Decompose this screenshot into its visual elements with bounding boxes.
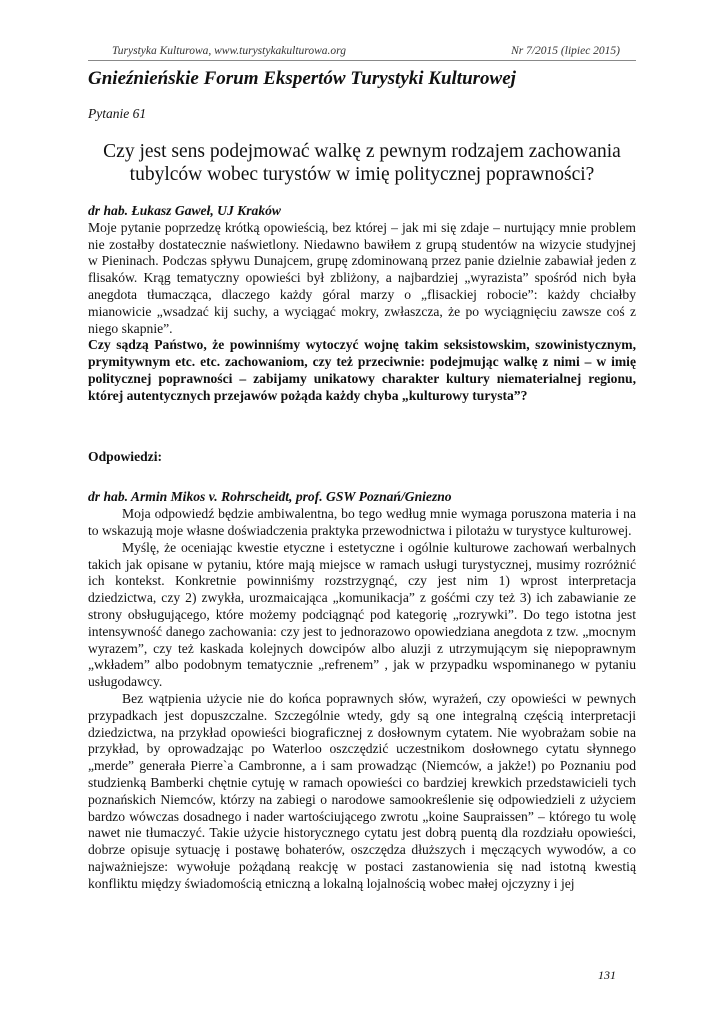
intro-author: dr hab. Łukasz Gaweł, UJ Kraków	[88, 203, 281, 218]
header-journal: Turystyka Kulturowa, www.turystykakulturowa.org	[112, 45, 346, 57]
running-header	[112, 45, 620, 57]
answer-author: dr hab. Armin Mikos v. Rohrscheidt, prof. GSW Poznań/Gniezno	[88, 489, 452, 505]
page-number: 131	[598, 968, 616, 982]
answers-heading: Odpowiedzi:	[88, 448, 163, 464]
intro-paragraph: Moje pytanie poprzedzę krótką opowieścią, bez której – jak mi się zdaje – nurtujący mnie problem nie zostałby dostatecznie naświetlony. Niedawno bawiłem z grupą studentów na wizycie studyjnej w Pieninach. Podczas spływu Dunajcem, grupę zdominowaną przez panie dzielnie zabawiał jeden z flisaków. Krąg tematyczny opowieści był zbliżony, a najbardziej „wyrazista” spośród nich była anegdota tłumacząca, dlaczego każdy góral marzy o „flisackiej robocie”: każdy chciałby mianowicie „wsadzać kij suchy, a wyciągać mokry, zwłaszcza, że po wyciągnięciu zawsze coś z niego skapnie”.	[88, 219, 636, 336]
article-body	[88, 203, 636, 892]
question-title: Czy jest sens podejmować walkę z pewnym rodzajem zachowania tubylców wobec turystów w imię politycznej poprawności?	[103, 141, 621, 185]
spacer	[88, 405, 636, 449]
answer-paragraph: Moja odpowiedź będzie ambiwalentna, bo tego według mnie wymaga poruszona materia i na to wskazują moje własne doświadczenia praktyka przewodnictwa i pilotażu w turystyce kulturowej.	[88, 506, 636, 538]
header-rule	[88, 60, 636, 61]
forum-title: Gnieźnieńskie Forum Ekspertów Turystyki Kulturowej	[88, 68, 516, 89]
spacer	[88, 465, 636, 489]
answer-paragraph: Bez wątpienia użycie nie do końca poprawnych słów, wyrażeń, czy opowieści w pewnych przypadkach jest dopuszczalne. Szczególnie wtedy, gdy są one integralną częścią interpretacji dziedzictwa, na przykład opowieści biograficznej z dosłownym cytatem. Nie wyobrażam sobie na przykład, by oprowadzając po Waterloo oszczędzić uczestnikom dosłownego cytatu słynnego „merde” generała Pierre`a Cambronne, a i sam prowadząc (Niemców, a jakże!) po Poznaniu pod studzienką Bamberki chętnie cytuję w ramach opowieści co bardziej krewkich przedstawicieli tych poznańskich Niemców, którzy na zabiegi o narodowe samookreślenie się odpowiedzieli z użyciem bardzo wówczas dosadnego i nader wartościującego zwrotu „koine Saupraissen” – którego tu wolę nawet nie tłumaczyć. Takie użycie historycznego cytatu jest dobrą puentą dla rozdziału opowieści, dobrze opisuje sytuację i postawę bohaterów, oszczędza dłuższych i męczących wywodów, a co najważniejsze: wywołuje pożądaną reakcję w postaci zastanowienia się nad istotną kwestią konfliktu między świadomością etniczną a lokalną lojalnością wobec małej ojczyzny i jej	[88, 690, 636, 891]
intro-question: Czy sądzą Państwo, że powinniśmy wytoczyć wojnę takim seksistowskim, szowinistycznym, prymitywnym etc. etc. zachowaniom, czy też przeciwnie: podejmując walkę z nimi – w imię politycznej poprawności – zabijamy unikatowy charakter kultury niematerialnej regionu, której autentycznych przejawów pożąda każdy chyba „kulturowy turysta”?	[88, 337, 636, 403]
question-number: Pytanie 61	[88, 106, 147, 121]
header-issue: Nr 7/2015 (lipiec 2015)	[511, 45, 620, 57]
answer-paragraph: Myślę, że oceniając kwestie etyczne i estetyczne i ogólnie kulturowe zachowań werbalnych takich jak opisane w pytaniu, które mają miejsce w ramach usługi turystycznej, musimy rozróżnić ich kontekst. Konkretnie powinniśmy rozstrzygnąć, czy jest nim 1) wprost interpretacja dziedzictwa, czy 2) zwykła, urozmaicająca „komunikacja” z gośćmi czy też 3) ich zabawianie ze strony obsługującego, które możemy podciągnąć pod kategorię „rozrywki”. Do tego istotna jest intensywność danego zachowania: czy jest to jednorazowo opowiedziana anegdota z tzw. „mocnym wyrazem”, czy też kaskada kolejnych dowcipów albo aluzji z utrzymującym się niepoprawnym „wkładem” albo podobnym tematycznie „refrenem” , jak w przypadku wspominanego w pytaniu usługodawcy.	[88, 539, 636, 690]
